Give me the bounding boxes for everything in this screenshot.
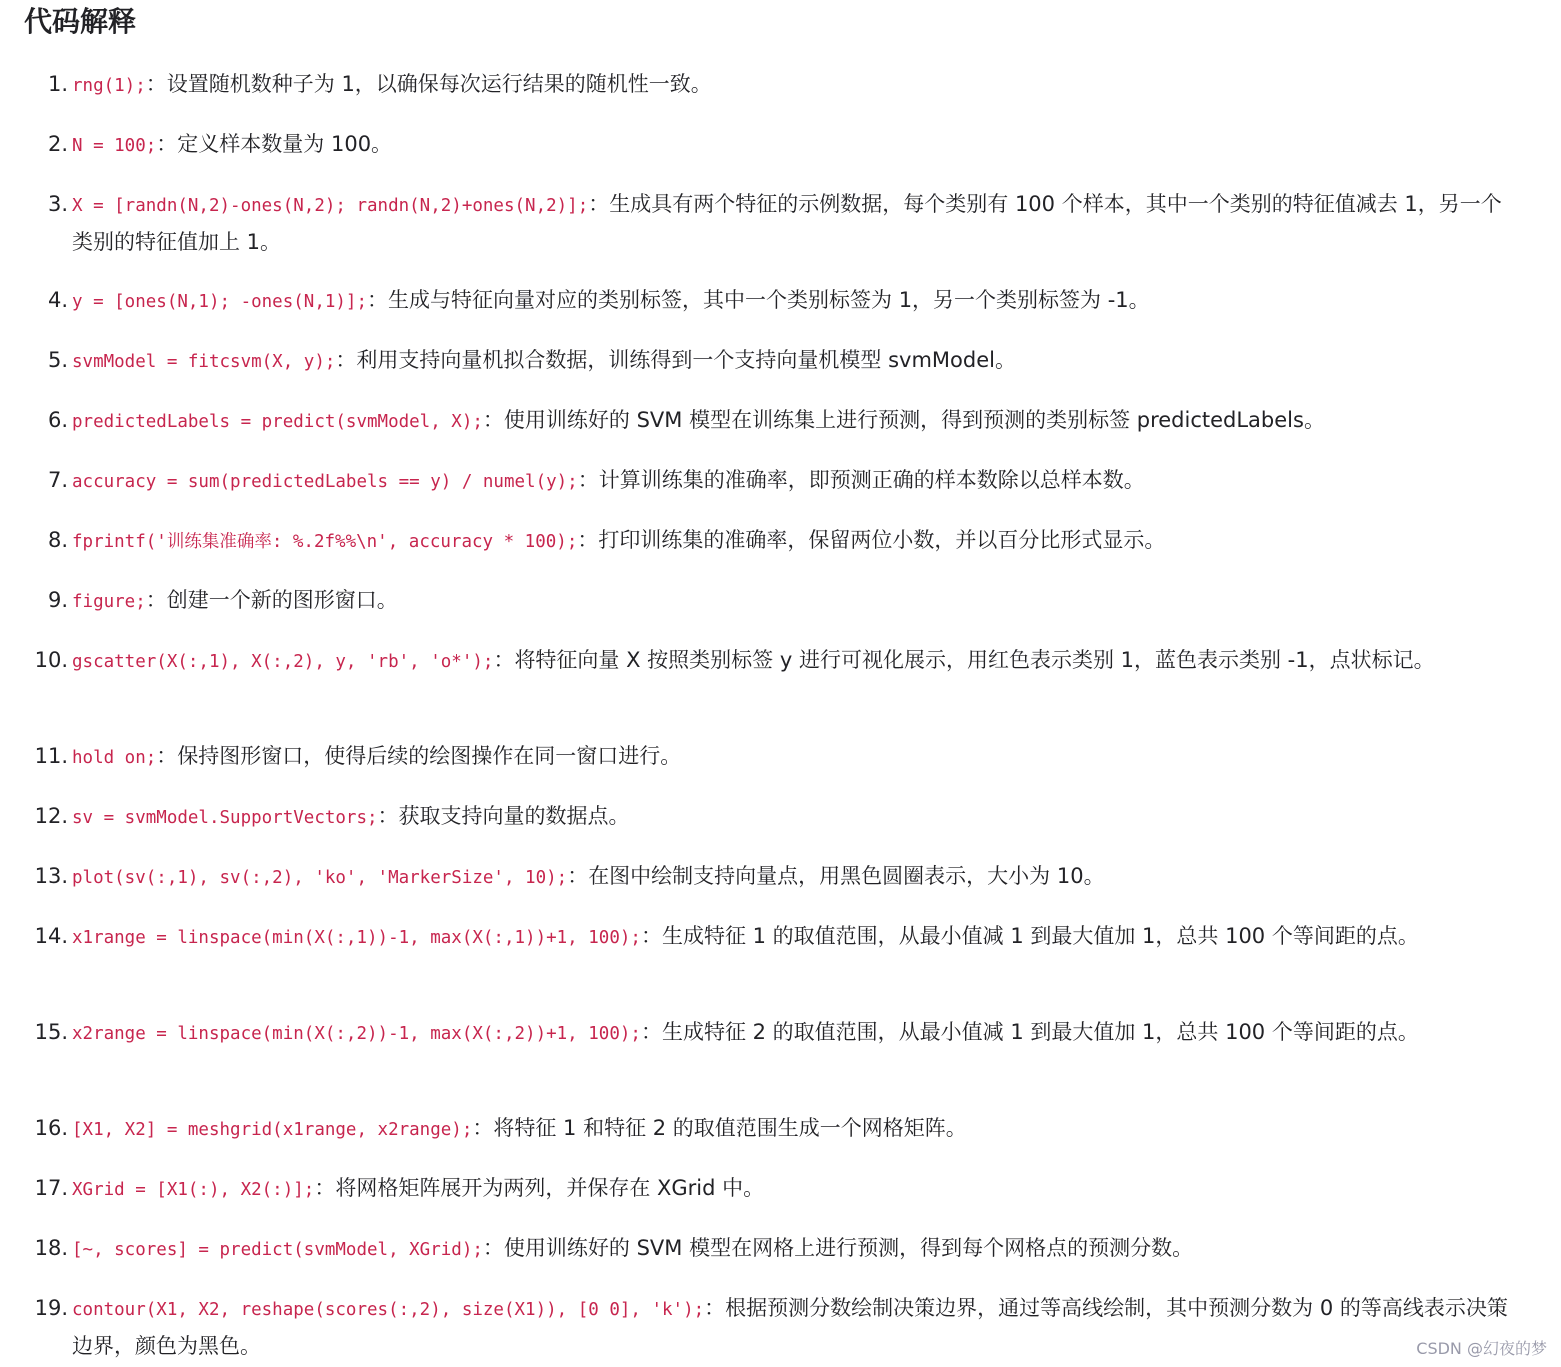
item-body <box>72 858 1512 896</box>
item-separator: ： <box>567 864 589 888</box>
item-body <box>72 522 1512 560</box>
item-separator: ： <box>704 1296 726 1320</box>
item-number: 9. <box>47 588 68 612</box>
item-separator: ： <box>472 1116 494 1140</box>
item-number: 16. <box>34 1116 68 1140</box>
item-number: 10. <box>34 648 68 672</box>
item-number: 13. <box>34 864 68 888</box>
item-description: 在图中绘制支持向量点，用黑色圆圈表示，大小为 10。 <box>588 864 1105 888</box>
item-separator: ： <box>367 288 389 312</box>
item-body <box>72 66 1512 104</box>
item-description: 计算训练集的准确率，即预测正确的样本数除以总样本数。 <box>598 468 1145 492</box>
item-body <box>72 738 1512 776</box>
item-body <box>72 126 1512 164</box>
item-body <box>72 642 1512 680</box>
item-description: 获取支持向量的数据点。 <box>398 804 630 828</box>
item-description: 定义样本数量为 100。 <box>177 132 393 156</box>
item-description: 将特征 1 和特征 2 的取值范围生成一个网格矩阵。 <box>493 1116 967 1140</box>
item-separator: ： <box>493 648 515 672</box>
item-separator: ： <box>482 408 504 432</box>
code-snippet: x2range = linspace(min(X(:,2))-1, max(X(:,2))+1, 100); <box>72 1024 641 1044</box>
item-description: 将特征向量 X 按照类别标签 y 进行可视化展示，用红色表示类别 1，蓝色表示类别 -1，点状标记。 <box>514 648 1435 672</box>
item-number: 12. <box>34 804 68 828</box>
item-number: 19. <box>34 1296 68 1320</box>
section-title: 代码解释 <box>24 5 137 38</box>
item-separator: ： <box>314 1176 336 1200</box>
code-snippet: contour(X1, X2, reshape(scores(:,2), size(X1)), [0 0], 'k'); <box>72 1300 705 1320</box>
item-body <box>72 1110 1512 1148</box>
item-number: 4. <box>47 288 68 312</box>
item-description: 生成特征 1 的取值范围，从最小值减 1 到最大值加 1，总共 100 个等间距的点。 <box>661 924 1419 948</box>
item-number: 8. <box>47 528 68 552</box>
item-description: 生成具有两个特征的示例数据，每个类别有 100 个样本，其中一个类别的特征值减去 1，另一个类别的特征值加上 1。 <box>72 192 1502 254</box>
item-number: 18. <box>34 1236 68 1260</box>
item-number: 15. <box>34 1020 68 1044</box>
code-snippet: y = [ones(N,1); -ones(N,1)]; <box>72 292 368 312</box>
item-separator: ： <box>156 744 178 768</box>
code-snippet: plot(sv(:,1), sv(:,2), 'ko', 'MarkerSize', 10); <box>72 868 568 888</box>
item-number: 2. <box>47 132 68 156</box>
item-separator: ： <box>156 132 178 156</box>
code-snippet: rng(1); <box>72 76 146 96</box>
item-body <box>72 1290 1512 1364</box>
code-snippet: figure; <box>72 592 146 612</box>
item-separator: ： <box>640 924 662 948</box>
code-snippet: X = [randn(N,2)-ones(N,2); randn(N,2)+ones(N,2)]; <box>72 196 589 216</box>
item-separator: ： <box>640 1020 662 1044</box>
item-body <box>72 918 1512 956</box>
code-snippet: [~, scores] = predict(svmModel, XGrid); <box>72 1240 483 1260</box>
item-number: 11. <box>34 744 68 768</box>
item-separator: ： <box>577 528 599 552</box>
code-snippet: gscatter(X(:,1), X(:,2), y, 'rb', 'o*'); <box>72 652 494 672</box>
item-number: 17. <box>34 1176 68 1200</box>
code-snippet: predictedLabels = predict(svmModel, X); <box>72 412 483 432</box>
code-snippet: N = 100; <box>72 136 157 156</box>
item-body <box>72 186 1512 260</box>
item-description: 打印训练集的准确率，保留两位小数，并以百分比形式显示。 <box>598 528 1166 552</box>
code-snippet: XGrid = [X1(:), X2(:)]; <box>72 1180 315 1200</box>
item-separator: ： <box>377 804 399 828</box>
item-body <box>72 1230 1512 1268</box>
item-body <box>72 1014 1512 1052</box>
item-separator: ： <box>577 468 599 492</box>
item-description: 创建一个新的图形窗口。 <box>166 588 398 612</box>
item-body <box>72 342 1512 380</box>
item-body <box>72 798 1512 836</box>
item-number: 1. <box>47 72 68 96</box>
item-body <box>72 1170 1512 1208</box>
item-separator: ： <box>145 588 167 612</box>
item-body <box>72 282 1512 320</box>
item-number: 5. <box>47 348 68 372</box>
item-description: 将网格矩阵展开为两列，并保存在 XGrid 中。 <box>335 1176 765 1200</box>
item-description: 使用训练好的 SVM 模型在训练集上进行预测，得到预测的类别标签 predictedLabels。 <box>503 408 1325 432</box>
code-snippet: fprintf('训练集准确率: %.2f%%\n', accuracy * 100); <box>72 532 578 552</box>
item-separator: ： <box>482 1236 504 1260</box>
item-body <box>72 582 1512 620</box>
item-number: 7. <box>47 468 68 492</box>
item-body <box>72 402 1512 440</box>
item-description: 使用训练好的 SVM 模型在网格上进行预测，得到每个网格点的预测分数。 <box>503 1236 1194 1260</box>
item-number: 3. <box>47 192 68 216</box>
item-number: 6. <box>47 408 68 432</box>
code-snippet: x1range = linspace(min(X(:,1))-1, max(X(:,1))+1, 100); <box>72 928 641 948</box>
item-number: 14. <box>34 924 68 948</box>
item-separator: ： <box>145 72 167 96</box>
item-description: 利用支持向量机拟合数据，训练得到一个支持向量机模型 svmModel。 <box>356 348 1016 372</box>
code-snippet: accuracy = sum(predictedLabels == y) / numel(y); <box>72 472 578 492</box>
code-snippet: [X1, X2] = meshgrid(x1range, x2range); <box>72 1120 473 1140</box>
item-description: 生成与特征向量对应的类别标签，其中一个类别标签为 1，另一个类别标签为 -1。 <box>388 288 1150 312</box>
code-snippet: sv = svmModel.SupportVectors; <box>72 808 378 828</box>
code-snippet: hold on; <box>72 748 157 768</box>
code-snippet: svmModel = fitcsvm(X, y); <box>72 352 336 372</box>
item-body <box>72 462 1512 500</box>
item-description: 设置随机数种子为 1，以确保每次运行结果的随机性一致。 <box>166 72 712 96</box>
csdn-watermark: CSDN @幻夜的梦 <box>1416 1339 1547 1358</box>
item-separator: ： <box>335 348 357 372</box>
item-separator: ： <box>588 192 610 216</box>
item-description: 生成特征 2 的取值范围，从最小值减 1 到最大值加 1，总共 100 个等间距的点。 <box>661 1020 1419 1044</box>
item-description: 根据预测分数绘制决策边界，通过等高线绘制，其中预测分数为 0 的等高线表示决策边界，颜色为黑色。 <box>72 1296 1508 1358</box>
item-description: 保持图形窗口，使得后续的绘图操作在同一窗口进行。 <box>177 744 682 768</box>
